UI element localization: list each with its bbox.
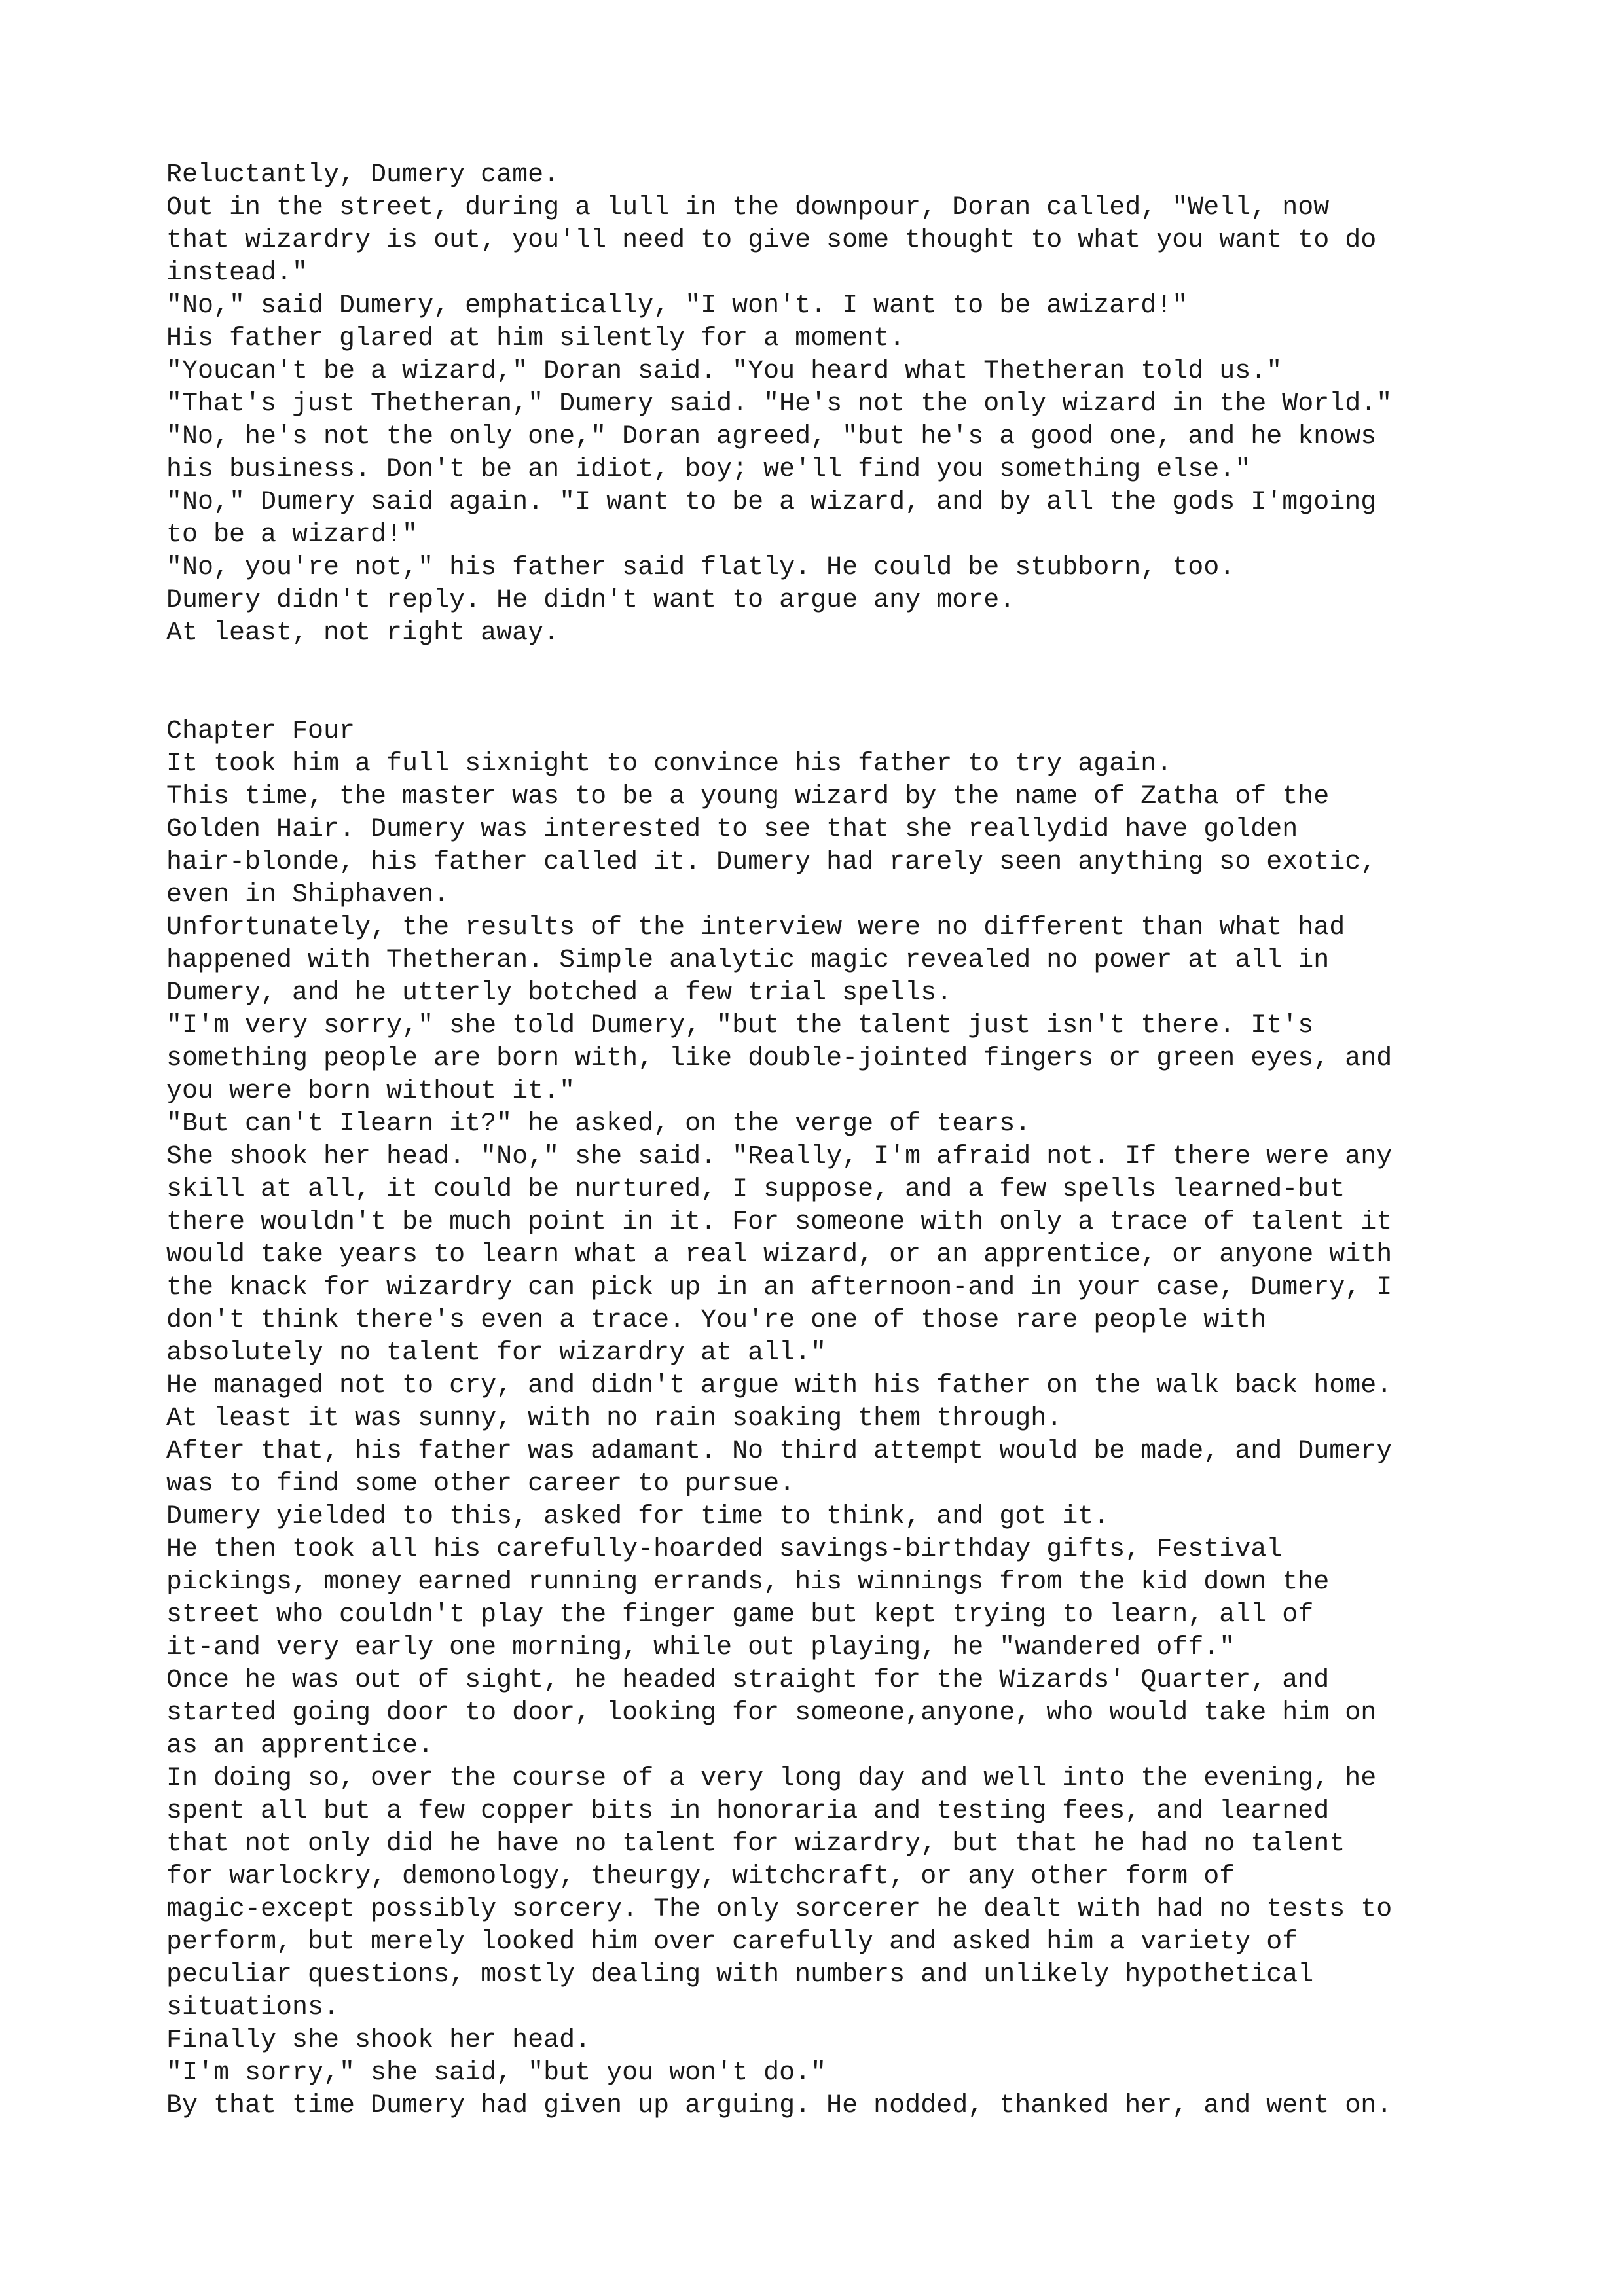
text-line: his business. Don't be an idiot, boy; we'll find you something else." [166, 455, 1251, 484]
text-line: hair-blonde, his father called it. Dumery had rarely seen anything so exotic, [166, 848, 1377, 877]
text-line: for warlockry, demonology, theurgy, witchcraft, or any other form of [166, 1862, 1235, 1892]
text-line: Out in the street, during a lull in the downpour, Doran called, "Well, now [166, 193, 1330, 223]
text-line: situations. [166, 1993, 340, 2022]
text-line: Reluctantly, Dumery came. [166, 160, 560, 190]
text-line: was to find some other career to pursue. [166, 1469, 795, 1499]
text-line: It took him a full sixnight to convince his father to try again. [166, 749, 1173, 779]
text-line: the knack for wizardry can pick up in an afternoon-and in your case, Dumery, I [166, 1273, 1393, 1302]
text-line: perform, but merely looked him over carefully and asked him a variety of [166, 1928, 1298, 1957]
text-line: peculiar questions, mostly dealing with numbers and unlikely hypothetical [166, 1960, 1314, 1990]
text-line: "I'm very sorry," she told Dumery, "but the talent just isn't there. It's [166, 1011, 1314, 1041]
text-line: to be a wizard!" [166, 520, 418, 550]
text-line: At least it was sunny, with no rain soaking them through. [166, 1404, 1063, 1433]
text-line: skill at all, it could be nurtured, I suppose, and a few spells learned-but [166, 1175, 1345, 1204]
text-line: spent all but a few copper bits in honoraria and testing fees, and learned [166, 1797, 1330, 1826]
text-line: Dumery, and he utterly botched a few trial spells. [166, 978, 953, 1008]
text-line: happened with Thetheran. Simple analytic magic revealed no power at all in [166, 946, 1330, 975]
text-line: His father glared at him silently for a moment. [166, 324, 905, 353]
text-line: This time, the master was to be a young wizard by the name of Zatha of the [166, 782, 1330, 812]
text-line: don't think there's even a trace. You're one of those rare people with [166, 1306, 1267, 1335]
text-line: He then took all his carefully-hoarded savings-birthday gifts, Festival [166, 1535, 1283, 1564]
text-line: "Youcan't be a wizard," Doran said. "You heard what Thetheran told us." [166, 357, 1283, 386]
text-line: it-and very early one morning, while out playing, he "wandered off." [166, 1633, 1235, 1662]
chapter-heading: Chapter Four [166, 717, 356, 746]
text-line: magic-except possibly sorcery. The only sorcerer he dealt with had no tests to [166, 1895, 1393, 1924]
text-line: "No, you're not," his father said flatly. He could be stubborn, too. [166, 553, 1235, 583]
text-line: even in Shiphaven. [166, 880, 450, 910]
text-line: "No," said Dumery, emphatically, "I won't. I want to be awizard!" [166, 291, 1188, 321]
text-line: instead." [166, 259, 308, 288]
text-line: Once he was out of sight, he headed straight for the Wizards' Quarter, and [166, 1666, 1330, 1695]
text-line: you were born without it." [166, 1077, 575, 1106]
text-line: started going door to door, looking for someone,anyone, who would take him on [166, 1698, 1377, 1728]
text-line: Unfortunately, the results of the interview were no different than what had [166, 913, 1345, 942]
text-line: that wizardry is out, you'll need to give some thought to what you want to do [166, 226, 1377, 255]
text-line: Golden Hair. Dumery was interested to see that she reallydid have golden [166, 815, 1298, 844]
text-line: "But can't Ilearn it?" he asked, on the verge of tears. [166, 1109, 1031, 1139]
document-page [166, 0, 1476, 2296]
text-line: She shook her head. "No," she said. "Really, I'm afraid not. If there were any [166, 1142, 1393, 1172]
text-line: He managed not to cry, and didn't argue with his father on the walk back home. [166, 1371, 1393, 1401]
text-line: Dumery didn't reply. He didn't want to argue any more. [166, 586, 1015, 615]
text-line: At least, not right away. [166, 619, 560, 648]
text-line: In doing so, over the course of a very long day and well into the evening, he [166, 1764, 1377, 1793]
text-line: "I'm sorry," she said, "but you won't do." [166, 2058, 827, 2088]
text-line: there wouldn't be much point in it. For someone with only a trace of talent it [166, 1208, 1393, 1237]
text-line: absolutely no talent for wizardry at all." [166, 1338, 827, 1368]
text-line: After that, his father was adamant. No third attempt would be made, and Dumery [166, 1437, 1393, 1466]
text-line: "No, he's not the only one," Doran agreed, "but he's a good one, and he knows [166, 422, 1377, 452]
text-line: that not only did he have no talent for wizardry, but that he had no talent [166, 1829, 1345, 1859]
text-line: Dumery yielded to this, asked for time to think, and got it. [166, 1502, 1110, 1532]
text-line: as an apprentice. [166, 1731, 434, 1761]
text-line: something people are born with, like double-jointed fingers or green eyes, and [166, 1044, 1393, 1073]
text-line: would take years to learn what a real wizard, or an apprentice, or anyone with [166, 1240, 1393, 1270]
text-line: "That's just Thetheran," Dumery said. "He's not the only wizard in the World." [166, 389, 1393, 419]
text-line: street who couldn't play the finger game but kept trying to learn, all of [166, 1600, 1314, 1630]
text-line: pickings, money earned running errands, his winnings from the kid down the [166, 1568, 1330, 1597]
text-line: Finally she shook her head. [166, 2026, 591, 2055]
text-line: By that time Dumery had given up arguing. He nodded, thanked her, and went on. [166, 2091, 1393, 2121]
text-line: "No," Dumery said again. "I want to be a wizard, and by all the gods I'mgoing [166, 488, 1377, 517]
